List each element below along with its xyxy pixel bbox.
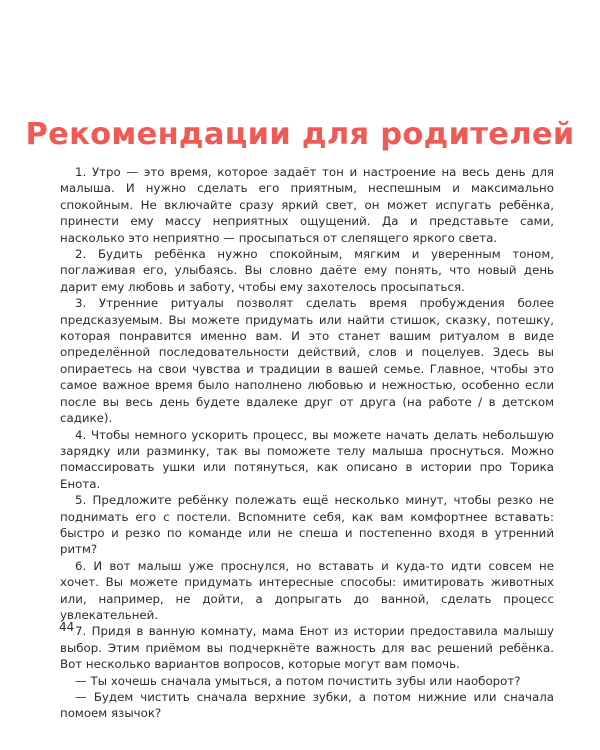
paragraph-4: 4. Чтобы немного ускорить процесс, вы можете начать делать небольшую зарядку или разминку, так вы поможете телу малыша проснуться. Можно помассировать ушки или потянуться, как описано в истории про Торика Енота.	[60, 427, 554, 491]
paragraph-6: 6. И вот малыш уже проснулся, но вставать и куда-то идти совсем не хочет. Вы можете придумать интересные способы: имитировать животных или, например, не дойти, а допрыгать до ванной, сделать процесс увлекательней.	[60, 558, 554, 622]
paragraph-2: 2. Будить ребёнка нужно спокойным, мягким и уверенным тоном, поглаживая его, улыбаясь. Вы словно даёте ему понять, что новый день дарит ему любовь и заботу, чтобы ему захотелось просыпаться.	[60, 247, 554, 294]
paragraph-7: 7. Придя в ванную комнату, мама Енот из истории предоставила малышу выбор. Этим приёмом вы подчеркнёте важность для вас решений ребёнка. Вот несколько вариантов вопросов, которые могут вам помочь.	[60, 624, 554, 672]
page-title: Рекомендации для родителей	[25, 117, 575, 152]
page-number: 44	[59, 620, 75, 634]
question-1: — Ты хочешь сначала умыться, а потом почистить зубы или наоборот?	[75, 673, 521, 688]
paragraph-5: 5. Предложите ребёнку полежать ещё несколько минут, чтобы резко не поднимать его с постели. Вспомните себя, как вам комфортнее вставать: быстро и резко по команде или не спеша и постепенно входя в утренний ритм?	[60, 493, 554, 557]
question-2: — Будем чистить сначала верхние зубки, а потом нижние или сначала помоем язычок?	[60, 690, 554, 721]
body-text	[60, 164, 554, 722]
paragraph-3: 3. Утренние ритуалы позволят сделать время пробуждения более предсказуемым. Вы можете придумать или найти стишок, сказку, потешку, которая понравится именно вам. И это станет вашим ритуалом в виде определённой последовательности действий, слов и поцелуев. Здесь вы опираетесь на свои чувства и традиции в вашей семье. Главное, чтобы это самое важное время было наполнено любовью и нежностью, особенно если после вы весь день будете вдалеке друг от друга (на работе / в детском садике).	[60, 296, 554, 426]
paragraph-1: 1. Утро — это время, которое задаёт тон и настроение на весь день для малыша. И нужно сделать его приятным, неспешным и максимально спокойным. Не включайте сразу яркий свет, он может испугать ребёнка, принести ему массу неприятных ощущений. Да и представьте сами, насколько это неприятно — просыпаться от слепящего яркого света.	[60, 165, 554, 245]
